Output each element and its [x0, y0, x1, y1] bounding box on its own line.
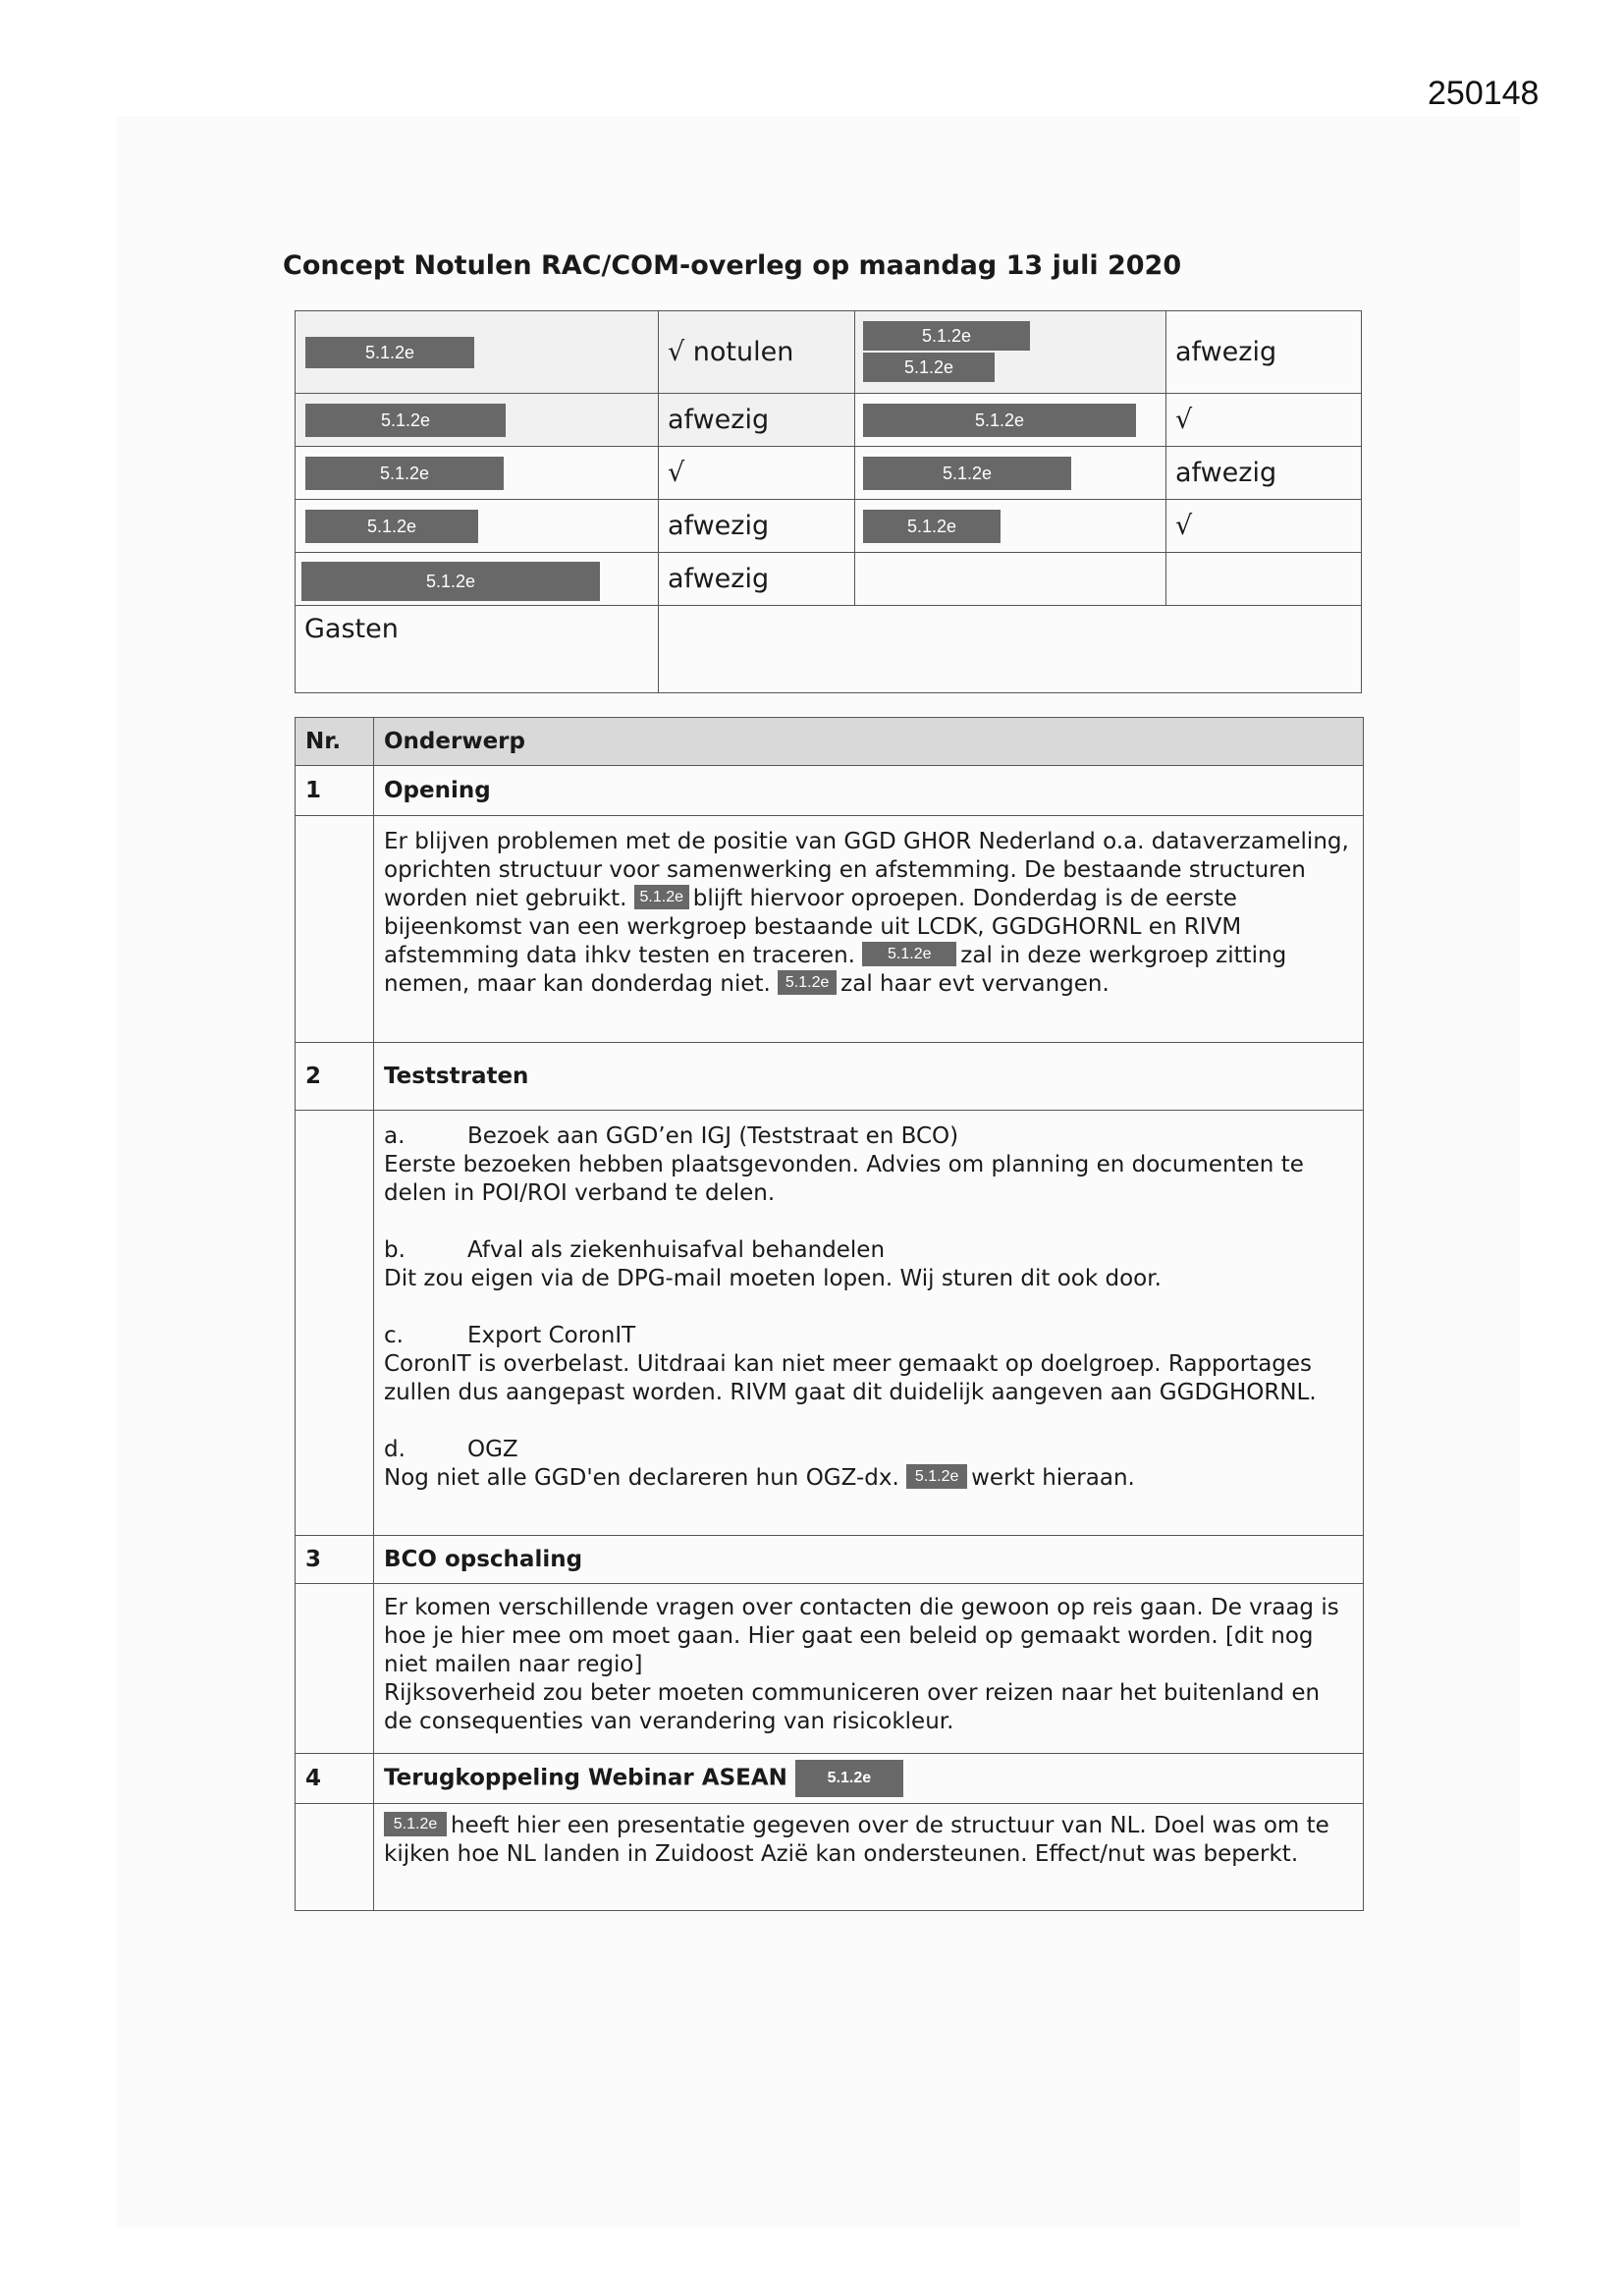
item-title: Teststraten: [374, 1043, 1364, 1111]
redaction-box: 5.1.2e: [305, 404, 506, 437]
item-body: [374, 1804, 1364, 1911]
redaction-box: 5.1.2e: [863, 457, 1071, 490]
sub-item-letter: d.: [384, 1437, 406, 1462]
attendee-name-cell: [296, 311, 659, 394]
attendee-status: [1166, 553, 1362, 606]
item-text: 5.1.2e heeft hier een presentatie gegeven over de structuur van NL. Doel was om te kijken hoe NL landen in Zuidoost Azië kan ondersteunen. Effect/nut was beperkt.: [384, 1813, 1329, 1867]
redaction-box: 5.1.2e: [305, 457, 504, 490]
item-number: 2: [296, 1043, 374, 1111]
sub-item: [384, 1322, 1353, 1407]
redaction-box: 5.1.2e: [863, 404, 1136, 437]
redaction-box: 5.1.2e: [906, 1464, 967, 1489]
sub-item: [384, 1122, 1353, 1208]
attendee-name-cell: [296, 447, 659, 500]
item-number-cell: [296, 1584, 374, 1754]
attendee-name-cell: [855, 553, 1166, 606]
agenda-table: [295, 717, 1364, 1911]
redaction-box: 5.1.2e: [305, 337, 474, 368]
item-text: Er blijven problemen met de positie van GGD GHOR Nederland o.a. dataverzameling, oprichten structuur voor samenwerking en afstemming. De bestaande structuren worden niet gebruikt. 5.1.2e blijft hiervoor oproepen. Donderdag is de eerste bijeenkomst van een werkgroep bestaande uit LCDK, GGDGHORNL en RIVM afstemming data ihkv testen en traceren. 5.1.2e zal in deze werkgroep zitting nemen, maar kan donderdag niet. 5.1.2e zal haar evt vervangen.: [384, 829, 1349, 997]
attendee-status: afwezig: [659, 394, 855, 447]
sub-item-heading: Export CoronIT: [467, 1323, 636, 1348]
redaction-box: 5.1.2e: [301, 562, 600, 601]
redaction-box: 5.1.2e: [863, 510, 1001, 543]
item-number: 4: [296, 1754, 374, 1804]
attendee-status: √ notulen: [659, 311, 855, 394]
sub-item-letter: b.: [384, 1237, 406, 1263]
column-header-subject: Onderwerp: [374, 718, 1364, 766]
document-number: 250148: [1428, 75, 1540, 112]
item-number: 1: [296, 766, 374, 816]
sub-item-letter: c.: [384, 1323, 404, 1348]
attendee-name-cell: [855, 500, 1166, 553]
sub-item: [384, 1436, 1353, 1493]
sub-item-heading: OGZ: [467, 1437, 518, 1462]
redaction-box: 5.1.2e: [778, 970, 837, 995]
attendee-status: afwezig: [1166, 311, 1362, 394]
sub-item-text: Dit zou eigen via de DPG-mail moeten lopen. Wij sturen dit ook door.: [384, 1266, 1162, 1291]
guests-value: [659, 606, 1362, 693]
item-number-cell: [296, 1111, 374, 1536]
redaction-box: 5.1.2e: [863, 353, 995, 382]
sub-item-letter: a.: [384, 1123, 406, 1149]
attendee-status: √: [1166, 500, 1362, 553]
attendance-table: [295, 310, 1362, 693]
attendee-name-cell: [855, 394, 1166, 447]
attendee-name-cell: [855, 311, 1166, 394]
attendee-name-cell: [296, 500, 659, 553]
item-body: [374, 1111, 1364, 1536]
redaction-box: 5.1.2e: [634, 885, 689, 909]
attendee-status: afwezig: [659, 553, 855, 606]
redaction-box: 5.1.2e: [862, 942, 956, 966]
page-title: Concept Notulen RAC/COM-overleg op maandag 13 juli 2020: [283, 250, 1182, 281]
item-title: Opening: [374, 766, 1364, 816]
redaction-box: 5.1.2e: [795, 1760, 903, 1797]
column-header-nr: Nr.: [296, 718, 374, 766]
sub-item-text: Eerste bezoeken hebben plaatsgevonden. Advies om planning en documenten te delen in POI/ROI verband te delen.: [384, 1152, 1304, 1206]
sub-item-text: CoronIT is overbelast. Uitdraai kan niet meer gemaakt op doelgroep. Rapportages zullen dus aangepast worden. RIVM gaat dit duidelijk aangeven aan GGDGHORNL.: [384, 1351, 1317, 1405]
sub-item-heading: Bezoek aan GGD’en IGJ (Teststraat en BCO): [467, 1123, 959, 1149]
sub-item-text: Nog niet alle GGD'en declareren hun OGZ-dx. 5.1.2e werkt hieraan.: [384, 1465, 1135, 1491]
guests-label: Gasten: [296, 606, 659, 693]
sub-item: [384, 1236, 1353, 1293]
sub-item-heading: Afval als ziekenhuisafval behandelen: [467, 1237, 886, 1263]
redaction-box: 5.1.2e: [863, 321, 1030, 351]
item-title-cell: [374, 1754, 1364, 1804]
attendee-name-cell: [855, 447, 1166, 500]
attendee-status: afwezig: [659, 500, 855, 553]
item-title: BCO opschaling: [374, 1536, 1364, 1584]
redaction-box: 5.1.2e: [384, 1812, 447, 1836]
item-number: 3: [296, 1536, 374, 1584]
attendee-status: afwezig: [1166, 447, 1362, 500]
item-body: [374, 816, 1364, 1043]
item-number-cell: [296, 1804, 374, 1911]
item-number-cell: [296, 816, 374, 1043]
item-text: Rijksoverheid zou beter moeten communiceren over reizen naar het buitenland en de consequenties van verandering van risicokleur.: [384, 1680, 1321, 1734]
attendee-status: √: [659, 447, 855, 500]
item-title: Terugkoppeling Webinar ASEAN: [384, 1765, 787, 1791]
attendee-name-cell: [296, 394, 659, 447]
attendee-status: √: [1166, 394, 1362, 447]
item-body: [374, 1584, 1364, 1754]
redaction-box: 5.1.2e: [305, 510, 478, 543]
item-text: Er komen verschillende vragen over contacten die gewoon op reis gaan. De vraag is hoe je hier mee om moet gaan. Hier gaat een beleid op gemaakt worden. [dit nog niet mailen naar regio]: [384, 1595, 1339, 1677]
attendee-name-cell: [296, 553, 659, 606]
